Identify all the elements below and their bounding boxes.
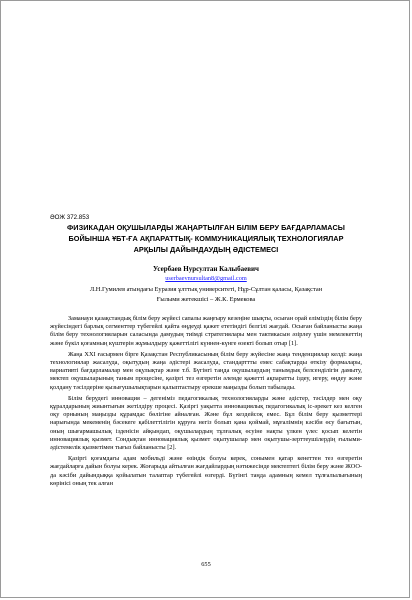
document-page: [50, 0, 362, 600]
article-body: [50, 315, 362, 488]
page-number: 655: [201, 561, 211, 568]
title-line-2: БОЙЫНША ҰБТ-ҒА АҚПАРАТТЫҚ- КОММУНИКАЦИЯЛЫҚ ТЕХНОЛОГИЯЛАР: [68, 234, 344, 243]
affiliation: [50, 285, 362, 305]
author-name: Усербаев Нурсултан Калыбаевич: [153, 265, 259, 273]
title-line-3: АРҚЫЛЫ ДАЙЫНДАУДЫҢ ӘДІСТЕМЕСІ: [133, 245, 279, 254]
affiliation-university: Л.Н.Гумилев атындағы Еуразия ұлттық университеті, Нұр-Сұлтан қаласы, Қазақстан: [89, 286, 323, 293]
title-line-1: ФИЗИКАДАН ОҚУШЫЛАРДЫ ЖАҢАРТЫЛҒАН БІЛІМ БЕРУ БАҒДАРЛАМАСЫ: [67, 223, 345, 232]
body-paragraph-3: Білім берудегі инновация – дегеніміз педагогикалық технологияларды және әдістер, тәсілдер мен оқу құралдарының жиынтығын жетілдіру процесі. Қазіргі уақытта инновациялық педагогикалық іс-әрекет кез келген оқу орнының маңызды құрамдас бөлігіне айналған. Және бұл кездейсоқ емес. Бұл білім беру қызметтері нарығында мекеменің бәсекеге қабілеттілігін құруға негіз болып қана қоймай, мұғалімнің кәсіби өсу бағытын, оның шығармашылық ізденісін айқындап, оқушылардың тұлғалық өсуіне нақты үлкен үлес қосып келетін инновациялық қызмет. Сондықтан инновациялық қызмет оқытушылар мен оқытушы-зерттеушілердің ғылыми-әдістемелік қызметімен тығыз байланысты [2].: [50, 394, 362, 452]
body-paragraph-2: Жаңа XXI ғасырмен бірге Қазақстан Республикасының білім беру жүйесіне жаңа тенденциялар келді: жаңа технологиялар жасалуда, оқытудың жаңа әдістері жасалуда, стандарттты емес сабақтарды өткізу формалары, вариативті бағдарламалар мен оқулықтар және т.б. Бүгінгі таңда оқушылардың танымдық белсенділігін дамыту, мектеп оқушыларының таным процесіне, қазіргі тез өзгеретін әлемде қажетті ақпаратты іздеу, игеру, өңдеу және қолдану тәсілдеріне қызығушылықтарын қалыптастыру ерекше маңызды болып табылады.: [50, 350, 362, 391]
affiliation-supervisor: Ғылыми жетекшісі – Ж.К. Ермекова: [156, 296, 256, 303]
udc-code: ӘОЖ 372.853: [50, 214, 90, 221]
body-paragraph-1: Заманауи қазақстандық білім беру жүйесі сапалы жаңғыру кезеңіне шықты, осыған орай еліміздің білім беру жүйесіндегі барлық сегменттер түбегейлі қайта өңдеуді қажет ететіндігі белгілі жағдай. Осыған байланысты жаңа білім беру технологияларын саласында дамудың тиімді стратегиялары мен тактикасын әзірлеу үшін мемлекеттің және бүкіл қоғамның күштерін жұмылдыру қажеттілігі күннен-күнге өзекті болып отыр [1].: [50, 315, 362, 347]
author-email-link[interactable]: userbaevnursultan8@gmail.com: [165, 275, 247, 282]
body-paragraph-4: Қазіргі қоғамдағы адам мобильді және өзіндік болуы керек, сонымен қатар кенеттен тез өзгеретін жағдайларға дайын болуы керек. Жоғарыда айтылған жағдайлардың нәтижесінде мектептегі білім беру және ЖОО-да кәсіби дайындыққа қойылатын талаптар түбегейлі өзгерді. Бүгінгі таңда адамның кемел тұлғалылығының көрінісі оның тек алған: [50, 455, 362, 487]
article-title: [50, 222, 362, 255]
